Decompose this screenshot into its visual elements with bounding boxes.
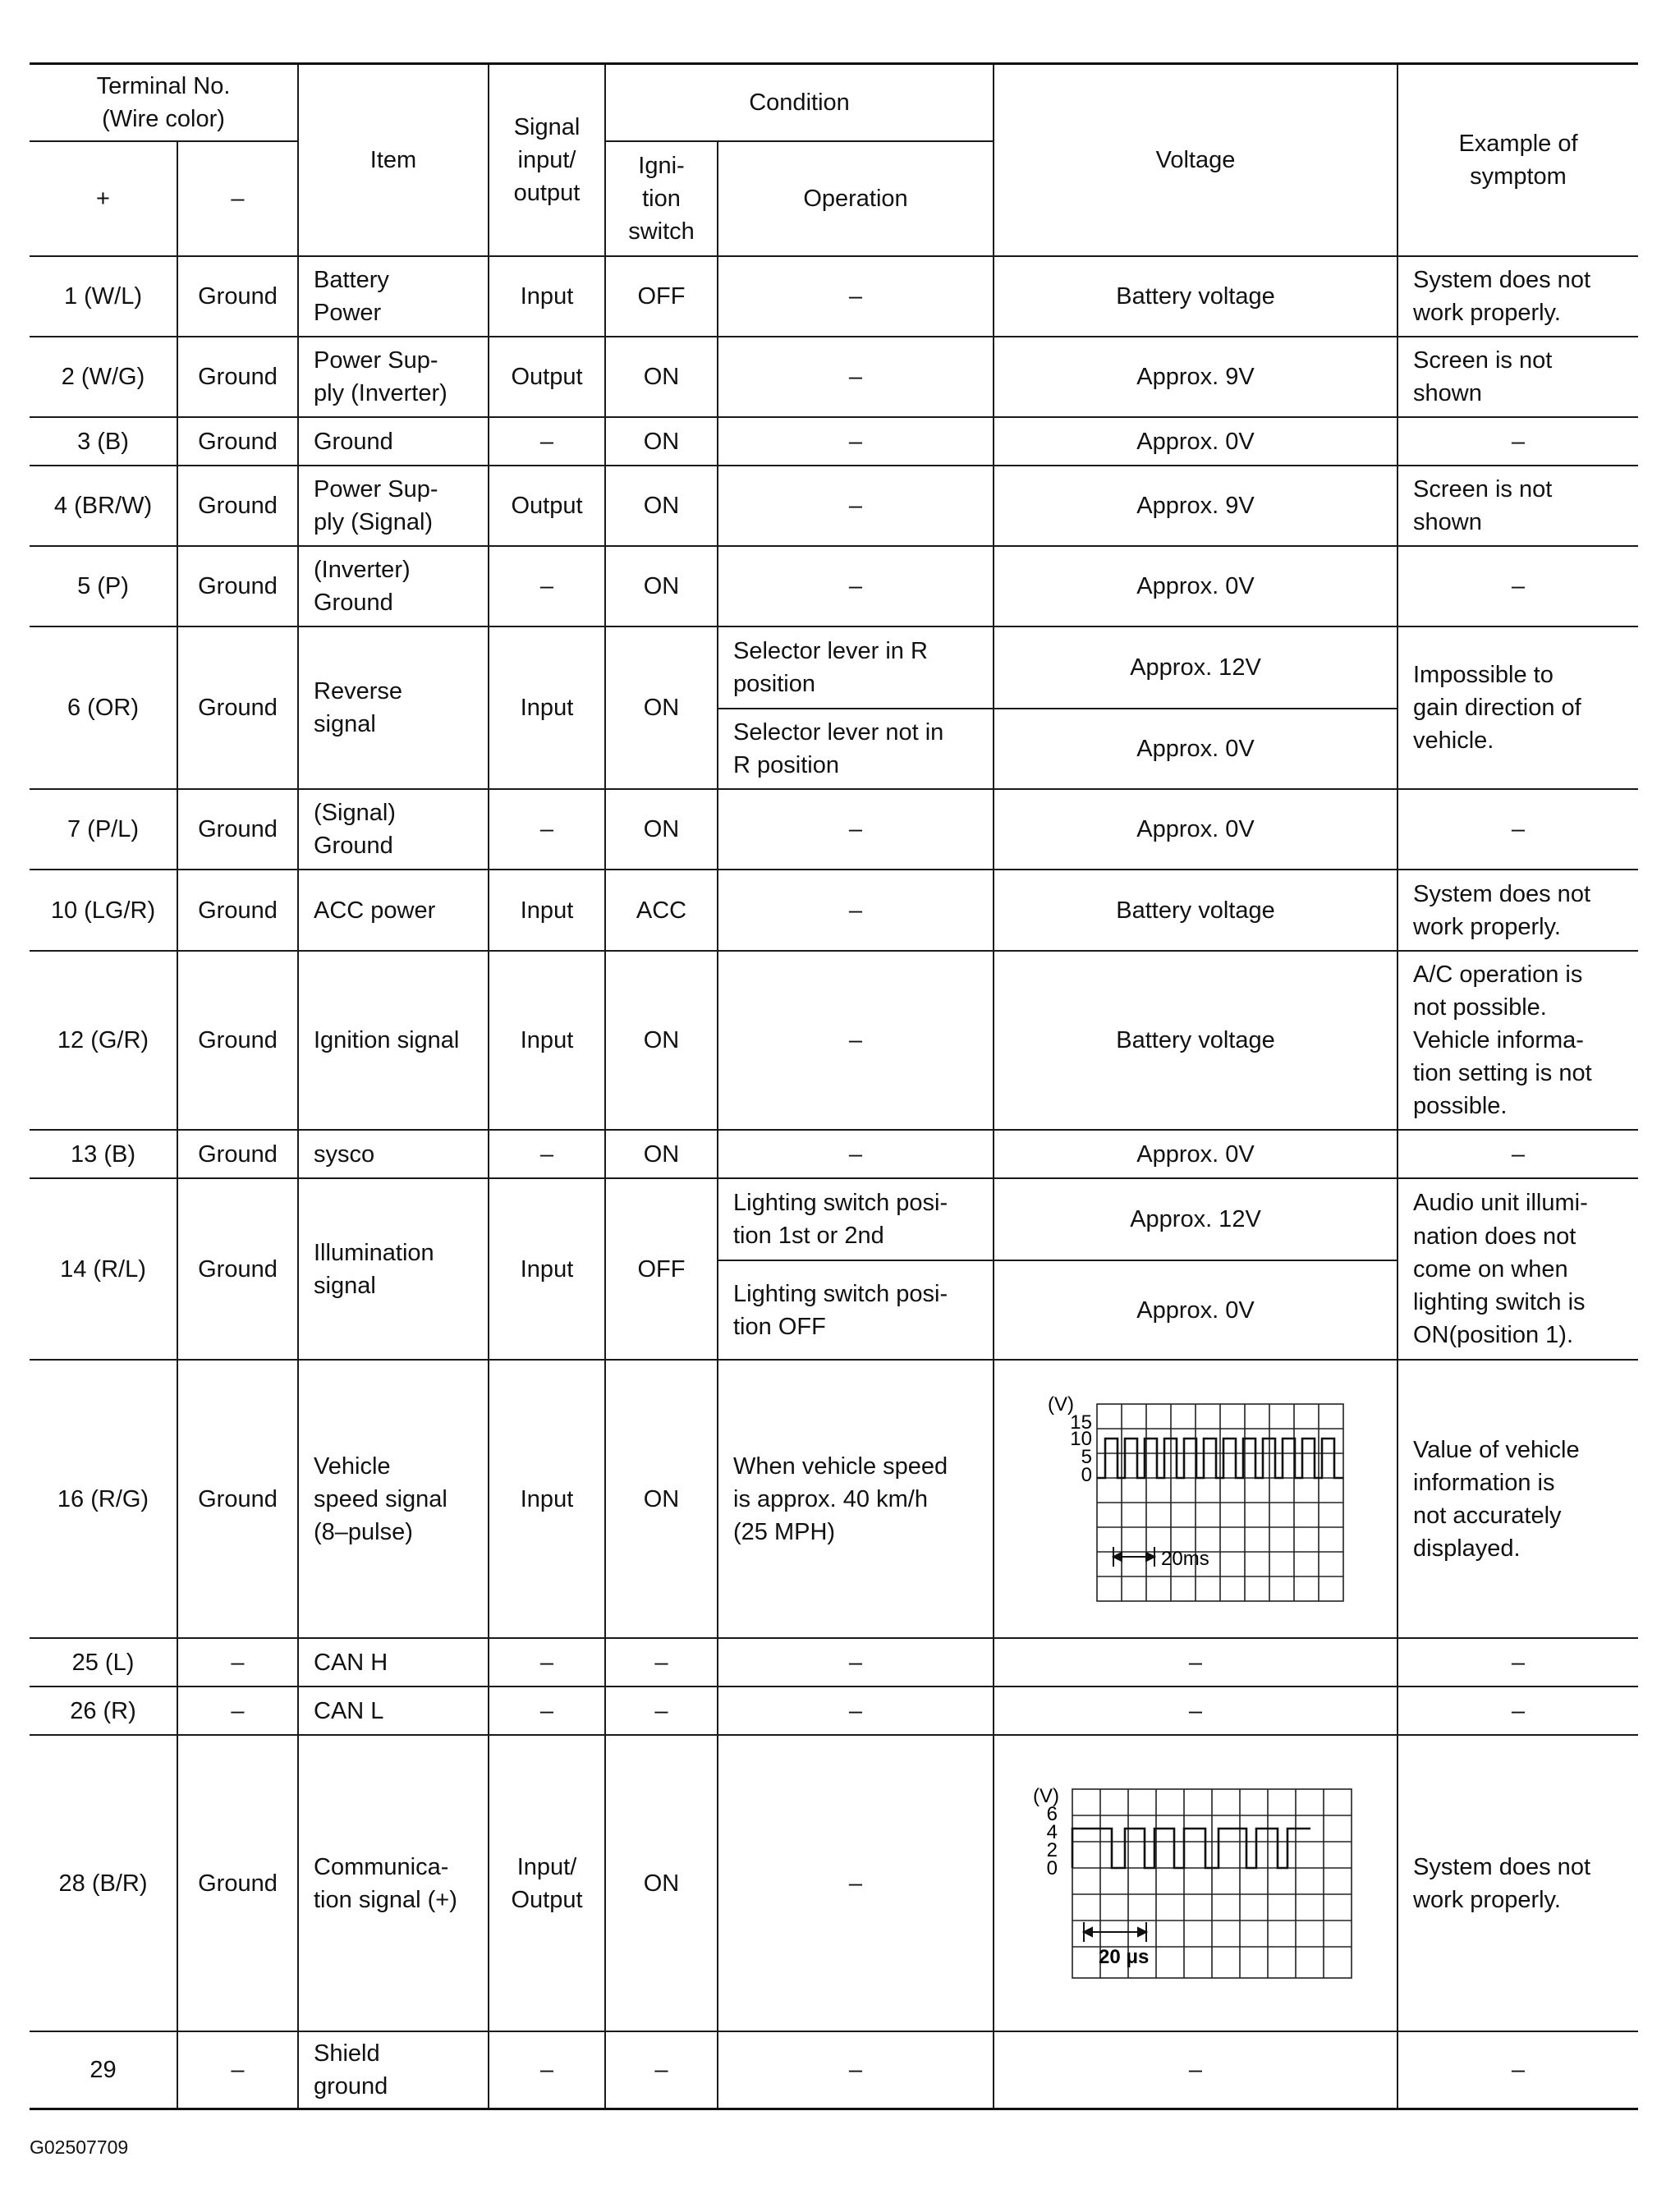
table-row (30, 626, 1638, 709)
operation-cell: – (718, 337, 994, 417)
signal-cell: Input (489, 1178, 605, 1360)
signal-cell: Input (489, 1360, 605, 1638)
item-cell: Shield ground (298, 2031, 489, 2109)
minus-cell: Ground (177, 1360, 298, 1638)
operation-cell: – (718, 1638, 994, 1687)
signal-cell: – (489, 789, 605, 870)
operation-cell: – (718, 256, 994, 337)
operation-cell: Lighting switch posi- tion 1st or 2nd (718, 1178, 994, 1260)
ignition-cell: – (605, 2031, 718, 2109)
signal-cell: Input/ Output (489, 1735, 605, 2031)
time-scale-arrow (1084, 1922, 1146, 1942)
table-row (30, 951, 1638, 1130)
minus-cell: Ground (177, 256, 298, 337)
minus-cell: Ground (177, 1178, 298, 1360)
header-plus: + (30, 141, 177, 256)
ignition-cell: ON (605, 466, 718, 546)
voltage-cell: Approx. 12V (994, 626, 1398, 709)
voltage-cell: Approx. 9V (994, 466, 1398, 546)
table-row (30, 1360, 1638, 1638)
symptom-cell: – (1398, 417, 1638, 466)
signal-cell: – (489, 1687, 605, 1735)
wave-tick: 2 (1046, 1838, 1058, 1861)
wave-tick: 0 (1046, 1856, 1058, 1879)
signal-cell: Input (489, 256, 605, 337)
minus-cell: Ground (177, 337, 298, 417)
symptom-cell: System does not work properly. (1398, 1735, 1638, 2031)
terminal-cell: 10 (LG/R) (30, 870, 177, 951)
symptom-cell: A/C operation is not possible. Vehicle informa- tion setting is not possible. (1398, 951, 1638, 1130)
header-minus: – (177, 141, 298, 256)
ignition-cell: ON (605, 1360, 718, 1638)
item-cell: (Signal) Ground (298, 789, 489, 870)
time-scale-label: 20 μs (1099, 1945, 1150, 1968)
communication-waveform (1031, 1781, 1360, 1986)
terminal-cell: 25 (L) (30, 1638, 177, 1687)
operation-cell: – (718, 466, 994, 546)
terminal-cell: 26 (R) (30, 1687, 177, 1735)
terminal-cell: 14 (R/L) (30, 1178, 177, 1360)
table-row (30, 466, 1638, 546)
voltage-cell: Approx. 0V (994, 709, 1398, 789)
wave-unit: (V) (1048, 1393, 1074, 1416)
item-cell: Communica- tion signal (+) (298, 1735, 489, 2031)
item-cell: Battery Power (298, 256, 489, 337)
signal-cell: Input (489, 626, 605, 789)
operation-cell: – (718, 1130, 994, 1178)
figure-code: G02507709 (30, 2136, 129, 2158)
symptom-cell: System does not work properly. (1398, 870, 1638, 951)
operation-cell: – (718, 546, 994, 626)
terminal-cell: 29 (30, 2031, 177, 2109)
operation-cell: Lighting switch posi- tion OFF (718, 1260, 994, 1360)
table-row (30, 1178, 1638, 1260)
time-scale-label: 20ms (1161, 1547, 1209, 1570)
symptom-cell: – (1398, 789, 1638, 870)
ignition-cell: ON (605, 417, 718, 466)
table-row (30, 1638, 1638, 1687)
ignition-cell: ON (605, 337, 718, 417)
signal-trace (1072, 1829, 1310, 1868)
operation-cell: – (718, 789, 994, 870)
minus-cell: – (177, 1638, 298, 1687)
ignition-cell: OFF (605, 1178, 718, 1360)
voltage-cell: – (994, 1638, 1398, 1687)
signal-cell: – (489, 2031, 605, 2109)
operation-cell: – (718, 1735, 994, 2031)
table-row (30, 870, 1638, 951)
symptom-cell: – (1398, 1130, 1638, 1178)
table-row (30, 256, 1638, 337)
terminal-cell: 7 (P/L) (30, 789, 177, 870)
wave-unit: (V) (1033, 1784, 1059, 1807)
symptom-cell: Impossible to gain direction of vehicle. (1398, 626, 1638, 789)
item-cell: CAN L (298, 1687, 489, 1735)
voltage-cell (994, 1360, 1398, 1638)
operation-cell: Selector lever in R position (718, 626, 994, 709)
minus-cell: Ground (177, 951, 298, 1130)
item-cell: Power Sup- ply (Signal) (298, 466, 489, 546)
ignition-cell: – (605, 1638, 718, 1687)
minus-cell: Ground (177, 1735, 298, 2031)
operation-cell: – (718, 951, 994, 1130)
symptom-cell: – (1398, 1687, 1638, 1735)
table-row (30, 1735, 1638, 2031)
header-item: Item (298, 64, 489, 257)
minus-cell: Ground (177, 1130, 298, 1178)
signal-cell: Input (489, 951, 605, 1130)
symptom-cell: Screen is not shown (1398, 466, 1638, 546)
item-cell: Reverse signal (298, 626, 489, 789)
voltage-cell: – (994, 2031, 1398, 2109)
ignition-cell: ON (605, 626, 718, 789)
header-voltage: Voltage (994, 64, 1398, 257)
operation-cell: – (718, 417, 994, 466)
item-cell: sysco (298, 1130, 489, 1178)
header-signal: Signal input/ output (489, 64, 605, 257)
minus-cell: Ground (177, 417, 298, 466)
time-scale-arrow (1113, 1547, 1154, 1567)
table-row (30, 546, 1638, 626)
header-terminal: Terminal No. (Wire color) (30, 64, 298, 142)
table-row (30, 1687, 1638, 1735)
voltage-cell: Approx. 0V (994, 417, 1398, 466)
voltage-cell: Battery voltage (994, 256, 1398, 337)
signal-cell: – (489, 1638, 605, 1687)
terminal-cell: 16 (R/G) (30, 1360, 177, 1638)
table-row (30, 417, 1638, 466)
terminal-cell: 5 (P) (30, 546, 177, 626)
voltage-cell: Battery voltage (994, 870, 1398, 951)
wave-tick: 0 (1081, 1463, 1092, 1486)
header-ignition: Igni- tion switch (605, 141, 718, 256)
operation-cell: When vehicle speed is approx. 40 km/h (25 MPH) (718, 1360, 994, 1638)
voltage-cell: Approx. 9V (994, 337, 1398, 417)
signal-cell: – (489, 417, 605, 466)
wave-tick: 15 (1070, 1411, 1092, 1434)
wave-tick: 5 (1081, 1445, 1092, 1468)
operation-cell: – (718, 870, 994, 951)
item-cell: Power Sup- ply (Inverter) (298, 337, 489, 417)
table-row (30, 789, 1638, 870)
item-cell: ACC power (298, 870, 489, 951)
item-cell: CAN H (298, 1638, 489, 1687)
signal-cell: – (489, 1130, 605, 1178)
item-cell: (Inverter) Ground (298, 546, 489, 626)
minus-cell: Ground (177, 870, 298, 951)
ignition-cell: ON (605, 951, 718, 1130)
wave-tick: 10 (1070, 1427, 1092, 1450)
voltage-cell: Battery voltage (994, 951, 1398, 1130)
symptom-cell: – (1398, 2031, 1638, 2109)
header-symptom: Example of symptom (1398, 64, 1638, 257)
wave-tick: 4 (1046, 1820, 1058, 1843)
voltage-cell: Approx. 0V (994, 1130, 1398, 1178)
minus-cell: Ground (177, 789, 298, 870)
wave-tick: 6 (1046, 1802, 1058, 1825)
operation-cell: – (718, 2031, 994, 2109)
signal-cell: Output (489, 337, 605, 417)
symptom-cell: – (1398, 546, 1638, 626)
signal-cell: Output (489, 466, 605, 546)
ignition-cell: – (605, 1687, 718, 1735)
ignition-cell: OFF (605, 256, 718, 337)
table-row (30, 2031, 1638, 2109)
terminal-cell: 6 (OR) (30, 626, 177, 789)
symptom-cell: Value of vehicle information is not accurately displayed. (1398, 1360, 1638, 1638)
minus-cell: Ground (177, 466, 298, 546)
terminal-cell: 28 (B/R) (30, 1735, 177, 2031)
ignition-cell: ON (605, 546, 718, 626)
operation-cell: Selector lever not in R position (718, 709, 994, 789)
terminal-cell: 2 (W/G) (30, 337, 177, 417)
terminal-spec-table (30, 62, 1638, 2110)
speed-signal-waveform (1040, 1393, 1352, 1606)
minus-cell: – (177, 2031, 298, 2109)
operation-cell: – (718, 1687, 994, 1735)
terminal-cell: 13 (B) (30, 1130, 177, 1178)
ignition-cell: ON (605, 1735, 718, 2031)
ignition-cell: ON (605, 789, 718, 870)
item-cell: Vehicle speed signal (8–pulse) (298, 1360, 489, 1638)
signal-cell: Input (489, 870, 605, 951)
voltage-cell: Approx. 0V (994, 1260, 1398, 1360)
header-operation: Operation (718, 141, 994, 256)
symptom-cell: System does not work properly. (1398, 256, 1638, 337)
table-row (30, 337, 1638, 417)
item-cell: Ignition signal (298, 951, 489, 1130)
symptom-cell: – (1398, 1638, 1638, 1687)
header-condition: Condition (605, 64, 994, 142)
voltage-cell: – (994, 1687, 1398, 1735)
voltage-cell: Approx. 0V (994, 789, 1398, 870)
minus-cell: – (177, 1687, 298, 1735)
signal-cell: – (489, 546, 605, 626)
table-row (30, 1130, 1638, 1178)
item-cell: Ground (298, 417, 489, 466)
ignition-cell: ON (605, 1130, 718, 1178)
symptom-cell: Screen is not shown (1398, 337, 1638, 417)
voltage-cell (994, 1735, 1398, 2031)
item-cell: Illumination signal (298, 1178, 489, 1360)
minus-cell: Ground (177, 626, 298, 789)
ignition-cell: ACC (605, 870, 718, 951)
terminal-cell: 12 (G/R) (30, 951, 177, 1130)
minus-cell: Ground (177, 546, 298, 626)
symptom-cell: Audio unit illumi- nation does not come on when lighting switch is ON(position 1). (1398, 1178, 1638, 1360)
voltage-cell: Approx. 0V (994, 546, 1398, 626)
voltage-cell: Approx. 12V (994, 1178, 1398, 1260)
terminal-cell: 4 (BR/W) (30, 466, 177, 546)
terminal-cell: 1 (W/L) (30, 256, 177, 337)
terminal-cell: 3 (B) (30, 417, 177, 466)
